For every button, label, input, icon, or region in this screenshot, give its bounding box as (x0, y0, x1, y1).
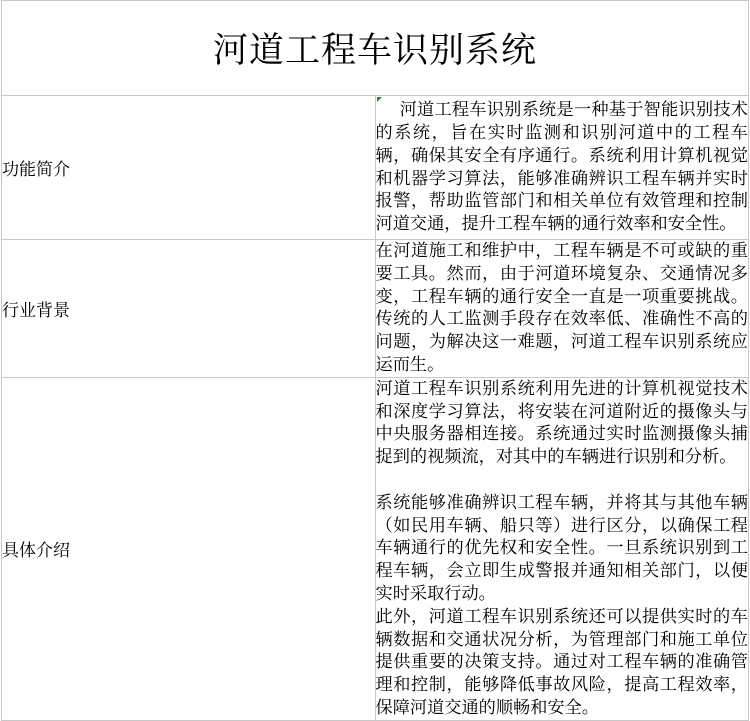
page-title[interactable]: 河道工程车识别系统 (2, 1, 749, 96)
table-row (2, 240, 749, 378)
row-content-background[interactable] (375, 240, 749, 378)
table-row (2, 377, 749, 720)
row-label-overview[interactable]: 功能简介 (2, 96, 376, 240)
row-label-background[interactable]: 行业背景 (2, 240, 376, 378)
content-paragraph: 在河道施工和维护中，工程车辆是不可或缺的重要工具。然而，由于河道环境复杂、交通情况多变，工程车辆的通行安全一直是一项重要挑战。传统的人工监测手段存在效率低、准确性不高的问题，为解决这一难题，河道工程车识别系统应运而生。 (375, 241, 748, 375)
cell-comment-marker-icon (377, 97, 382, 102)
row-label-details[interactable]: 具体介绍 (2, 377, 376, 720)
table-row (2, 96, 749, 240)
content-paragraph: 此外，河道工程车识别系统还可以提供实时的车辆数据和交通状况分析，为管理部门和施工单位提供重要的决策支持。通过对工程车辆的准确管理和控制，能够降低事故风险，提高工程效率，保障河道交通的顺畅和安全。 (375, 606, 748, 718)
content-paragraph: 河道工程车识别系统是一种基于智能识别技术的系统，旨在实时监测和识别河道中的工程车辆，确保其安全有序通行。系统利用计算机视觉和机器学习算法，能够准确辨识工程车辆并实时报警，帮助监管部门和相关单位有效管理和控制河道交通，提升工程车辆的通行效率和安全性。 (375, 100, 748, 235)
title-row (2, 1, 749, 96)
info-table (1, 0, 749, 721)
content-paragraph: 系统能够准确辨识工程车辆，并将其与其他车辆（如民用车辆、船只等）进行区分，以确保工程车辆通行的优先权和安全性。一旦系统识别到工程车辆，会立即生成警报并通知相关部门，以便实时采取行动。 (375, 492, 748, 604)
content-paragraph: 河道工程车识别系统利用先进的计算机视觉技术和深度学习算法，将安装在河道附近的摄像头与中央服务器相连接。系统通过实时监测摄像头捕捉到的视频流，对其中的车辆进行识别和分析。 (375, 378, 748, 468)
row-content-details[interactable] (375, 377, 749, 720)
row-content-overview[interactable] (375, 96, 749, 240)
